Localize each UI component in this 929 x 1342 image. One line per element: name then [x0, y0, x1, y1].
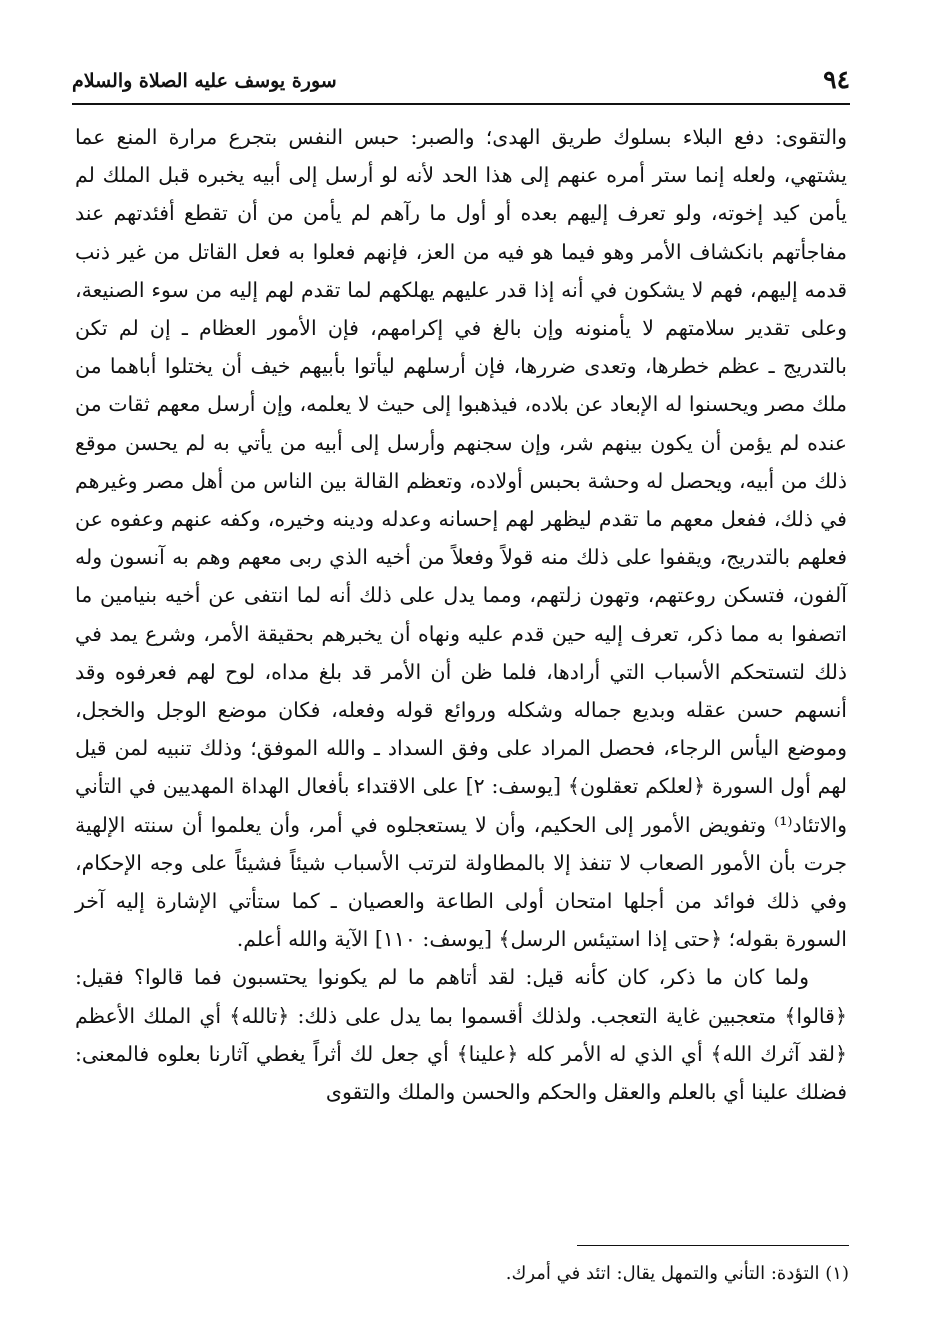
paragraph: ولما كان ما ذكر، كان كأنه قيل: لقد أتاهم ما لم يكونوا يحتسبون فما قالوا؟ فقيل: ﴿قالوا﴾ متعجبين غاية التعجب. ولذلك أقسموا بما يدل على ذلك: ﴿تالله﴾ أي الملك الأعظم ﴿لقد آثرك الله﴾ أي الذي له الأمر كله ﴿علينا﴾ أي جعل لك أثراً يغطي آثارنا بعلوه فالمعنى: فضلك علينا أي بالعلم والعقل والحكم والحسن والملك والتقوى: [75, 965, 847, 1105]
main-text: [75, 118, 847, 1111]
paragraph: والتقوى: دفع البلاء بسلوك طريق الهدى؛ والصبر: حبس النفس بتجرع مرارة المنع عما يشتهي، ولعله إنما ستر أمره عنهم إلى هذا الحد لأنه لو أرسل إلى أبيه يخبره قبل الملك لم يأمن كيد إخوته، ولو تعرف إليهم بعده أو أول ما رآهم لم يأمن من أن تقطع أفئدتهم عند مفاجأتهم بانكشاف الأمر وهو فيما هو فيه من العز، فإنهم فعلوا به فعل القاتل من غير ذنب قدمه إليهم، فهم لا يشكون في أنه إذا قدر عليهم يهلكهم لما تقدم لهم إليه من سوء الصنيعة، وعلى تقدير سلامتهم لا يأمنونه وإن بالغ في إكرامهم، فإن الأمور العظام ـ إن لم تكن بالتدريج ـ عظم خطرها، وتعدى ضررها، فإن أرسلهم ليأتوا بأبيهم خيف أن يختلوا أباهما من ملك مصر ويحسنوا له الإبعاد عن بلاده، فيذهبوا إلى حيث لا يعلمه، وإن أرسل معهم ثقات من عنده لم يؤمن أن يكون بينهم شر، وإن سجنهم وأرسل إلى أبيه من يأتي به لم يحسن موقع ذلك من أبيه، ويحصل له وحشة بحبس أولاده، وتعظم القالة بين الناس من أهل مصر وغيرهم في ذلك، ففعل معهم ما تقدم ليظهر لهم إحسانه وعدله ودينه وخيره، وكفه عنهم وعفوه عن فعلهم بالتدريج، ويقفوا على ذلك منه قولاً وفعلاً من أخيه الذي ربى معهم وهم به آنسون وله آلفون، فتسكن روعتهم، وتهون زلتهم، ومما يدل على ذلك أنه لما انتفى عن أخيه بنيامين ما اتصفوا به مما ذكر، تعرف إليه حين قدم عليه ونهاه أن يخبرهم بحقيقة الأمر، وشرع يمد في ذلك لتستحكم الأسباب التي أرادها، فلما ظن أن الأمر قد بلغ مداه، لوح لهم فعرفوه وقد أنسهم حسن عقله وبديع جماله وشكله وروائع قوله وفعله، فكان موضع الوجل والخجل، وموضع اليأس الرجاء، فحصل المراد على وفق السداد ـ والله الموفق؛ وذلك تنبيه لمن قيل لهم أول السورة ﴿لعلكم تعقلون﴾ [يوسف: ٢] على الاقتداء بأفعال الهداة المهديين في التأني والاتئاد⁽¹⁾ وتفويض الأمور إلى الحكيم، وأن لا يستعجلوه في أمر، وأن يعلموا أن سنته الإلهية جرت بأن الأمور الصعاب لا تنفذ إلا بالمطاولة لترتب الأسباب شيئاً فشيئاً على وجه الإحكام، وفي ذلك فوائد من أجلها امتحان أولى الطاعة والعصيان ـ كما ستأتي الإشارة إليه آخر السورة بقوله؛ ﴿حتى إذا استيئس الرسل﴾ [يوسف: ١١٠] الآية والله أعلم.: [75, 125, 847, 952]
page-header: [72, 60, 850, 102]
running-title: سورة يوسف عليه الصلاة والسلام: [72, 70, 337, 92]
footnote: (١) التؤدة: التأني والتمهل يقال: اتئد في أمرك.: [505, 1263, 849, 1284]
footnote-rule: [577, 1245, 849, 1246]
header-rule: [72, 103, 850, 105]
page-number: ٩٤: [823, 65, 850, 94]
